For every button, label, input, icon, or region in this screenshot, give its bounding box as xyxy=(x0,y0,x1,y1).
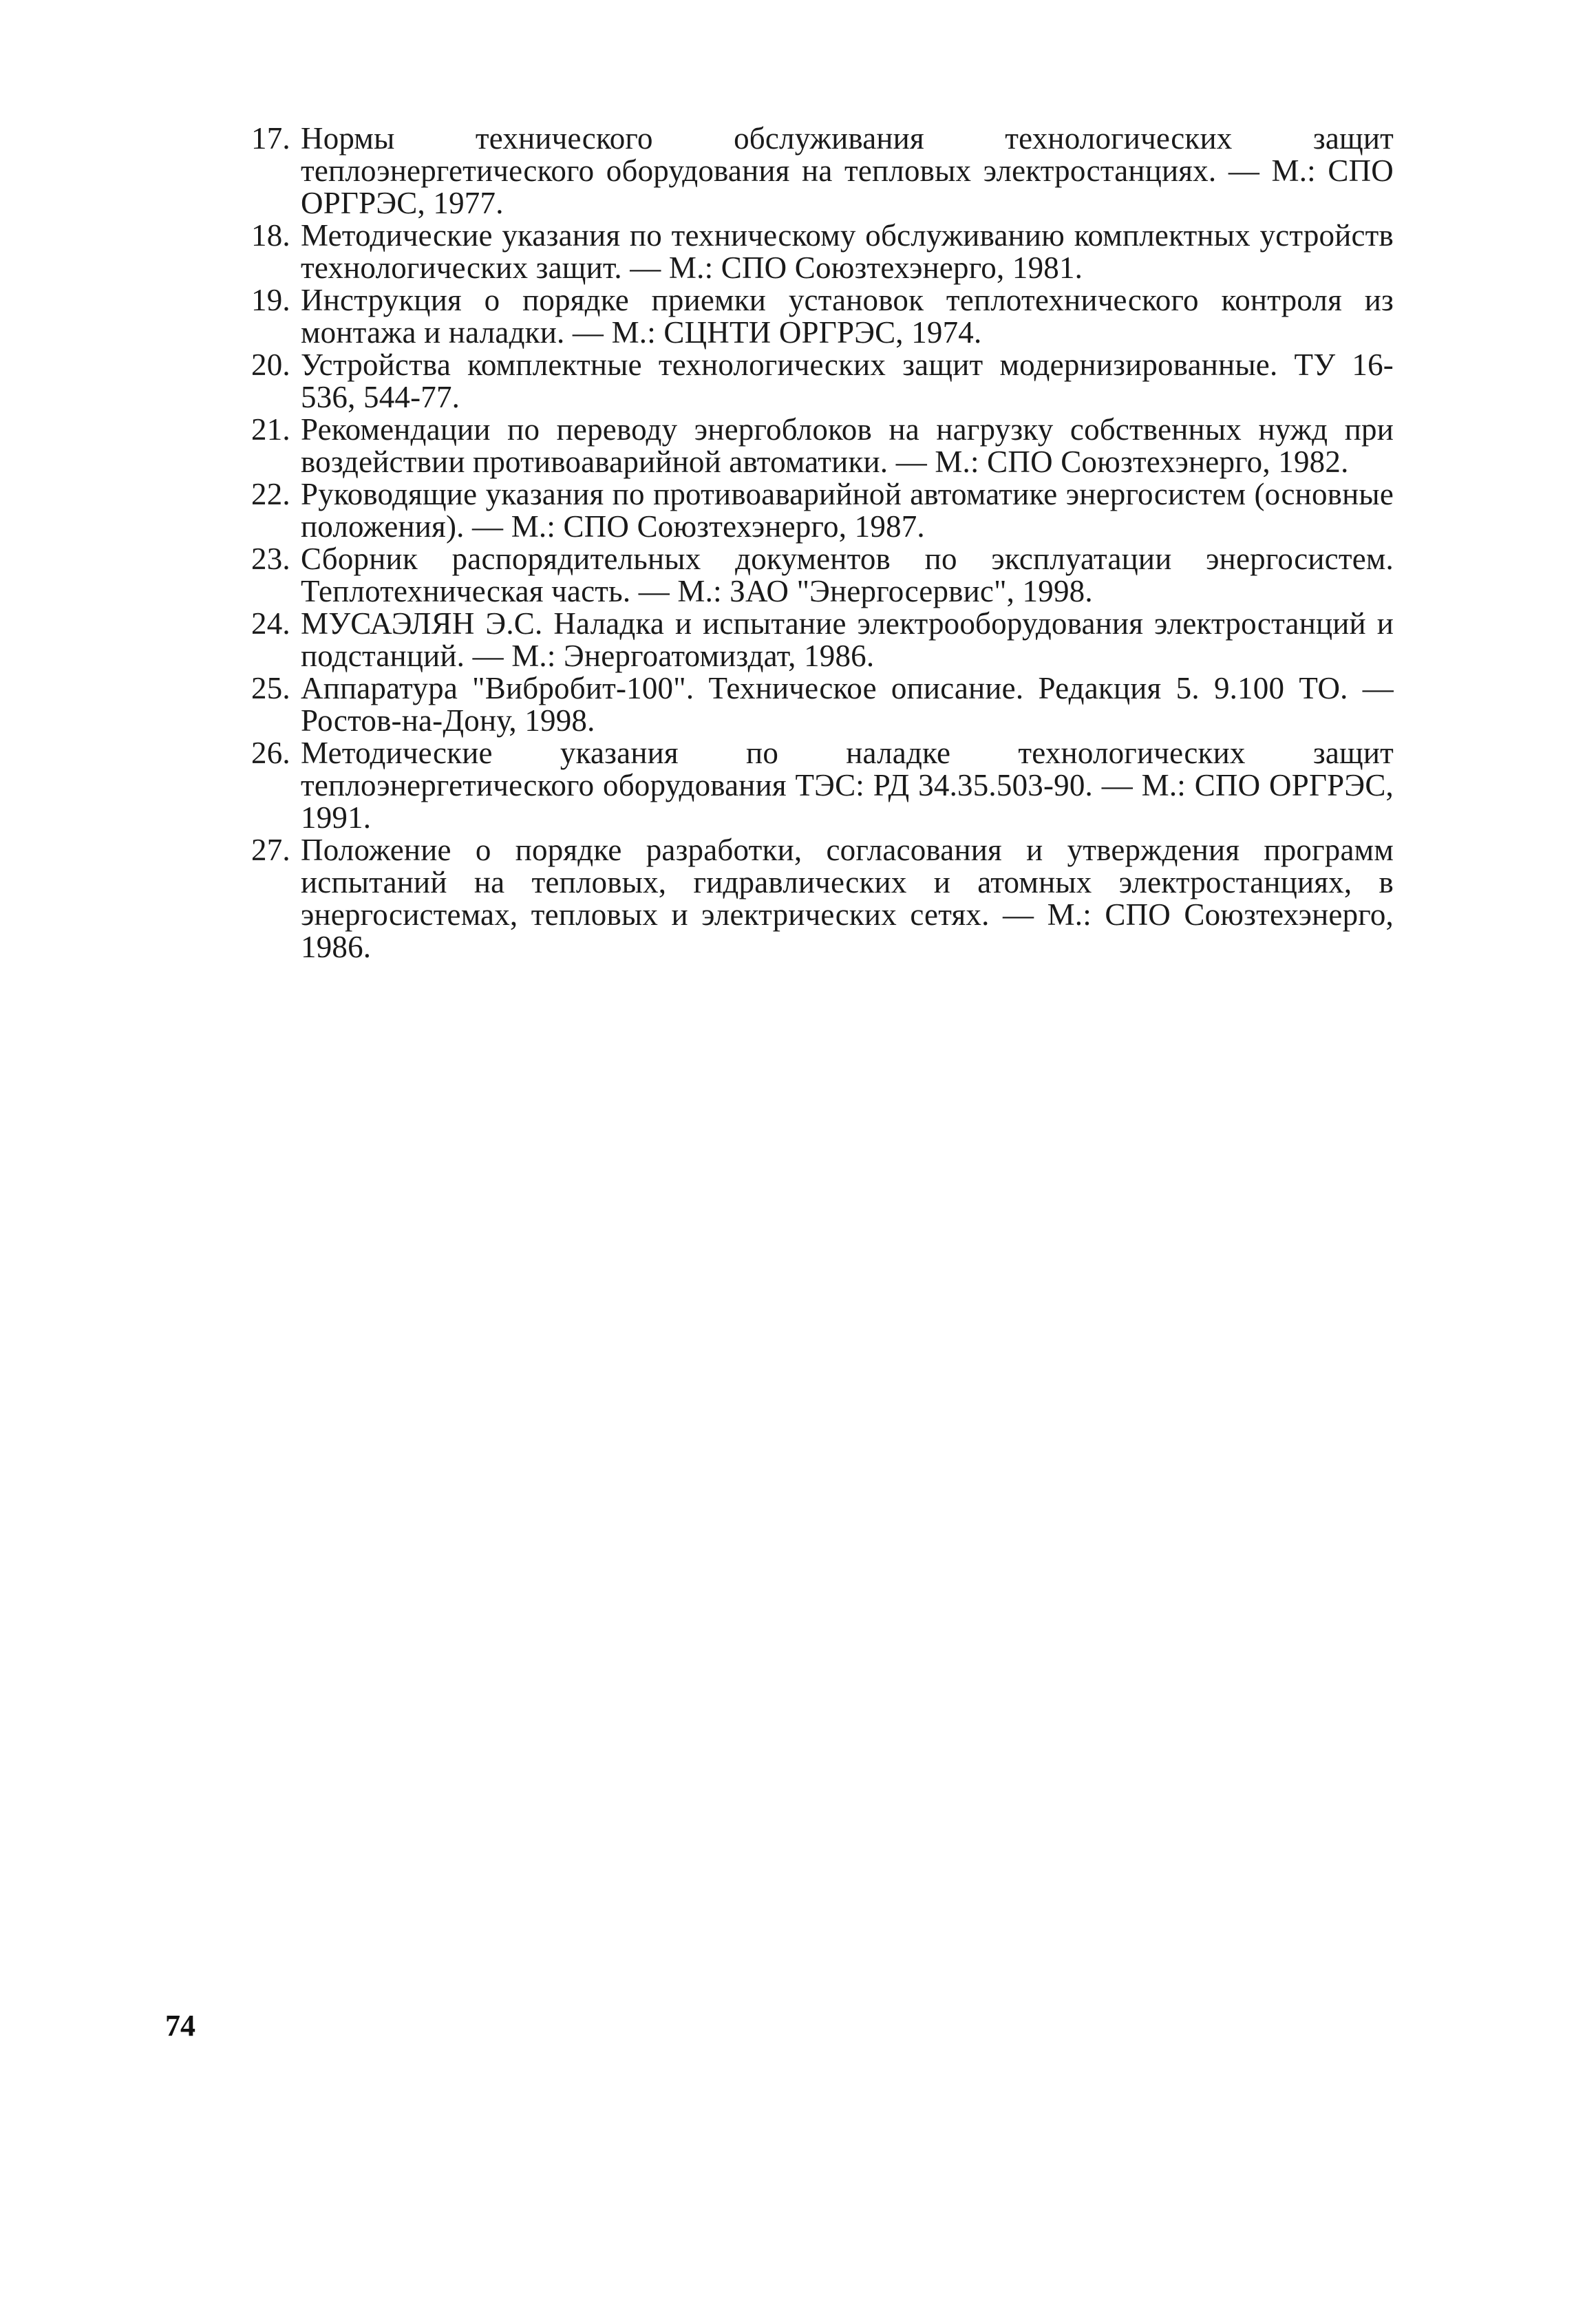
reference-text: Рекомендации по переводу энергоблоков на нагрузку собственных нужд при воздействии противоаварийной автоматики. — М.: СПО Союзтехэнерго, 1982. xyxy=(301,412,1394,479)
reference-item-25 xyxy=(251,672,1394,737)
reference-number: 25. xyxy=(251,671,290,705)
reference-number: 17. xyxy=(251,121,290,156)
reference-item-18 xyxy=(251,220,1394,284)
reference-number: 20. xyxy=(251,348,290,382)
reference-number: 27. xyxy=(251,833,290,867)
reference-item-20 xyxy=(251,349,1394,414)
reference-number: 23. xyxy=(251,542,290,576)
reference-item-26 xyxy=(251,737,1394,834)
reference-item-23 xyxy=(251,543,1394,608)
reference-item-19 xyxy=(251,284,1394,349)
reference-item-27 xyxy=(251,834,1394,963)
reference-number: 21. xyxy=(251,412,290,447)
reference-text: МУСАЭЛЯН Э.С. Наладка и испытание электрооборудования электростанций и подстанций. — М.: Энергоатомиздат, 1986. xyxy=(301,606,1394,673)
reference-text: Положение о порядке разработки, согласования и утверждения программ испытаний на тепловых, гидравлических и атомных электростанциях, в энергосистемах, тепловых и электрических сетях. — М.: СПО Союзтехэнерго, 1986. xyxy=(301,833,1394,964)
reference-text: Сборник распорядительных документов по эксплуатации энергосистем. Теплотехническая часть. — М.: ЗАО "Энергосервис", 1998. xyxy=(301,542,1394,608)
reference-number: 18. xyxy=(251,218,290,253)
reference-number: 26. xyxy=(251,736,290,770)
reference-number: 24. xyxy=(251,606,290,641)
reference-number: 19. xyxy=(251,283,290,317)
reference-item-22 xyxy=(251,478,1394,543)
reference-text: Устройства комплектные технологических защит модернизированные. ТУ 16-536, 544-77. xyxy=(301,348,1394,414)
reference-text: Нормы технического обслуживания технологических защит теплоэнергетического оборудования на тепловых электростанциях. — М.: СПО ОРГРЭС, 1977. xyxy=(301,121,1394,220)
reference-text: Методические указания по наладке технологических защит теплоэнергетического оборудования ТЭС: РД 34.35.503-90. — М.: СПО ОРГРЭС, 1991. xyxy=(301,736,1394,835)
reference-item-24 xyxy=(251,608,1394,672)
reference-text: Инструкция о порядке приемки установок теплотехнического контроля из монтажа и наладки. — М.: СЦНТИ ОРГРЭС, 1974. xyxy=(301,283,1394,350)
reference-number: 22. xyxy=(251,477,290,511)
page-number: 74 xyxy=(165,2009,195,2043)
reference-list xyxy=(251,122,1394,963)
reference-item-17 xyxy=(251,122,1394,220)
reference-item-21 xyxy=(251,414,1394,478)
reference-text: Руководящие указания по противоаварийной автоматике энергосистем (основные положения). — М.: СПО Союзтехэнерго, 1987. xyxy=(301,477,1394,544)
reference-text: Методические указания по техническому обслуживанию комплектных устройств технологических защит. — М.: СПО Союзтехэнерго, 1981. xyxy=(301,218,1394,285)
reference-text: Аппаратура "Вибробит-100". Техническое описание. Редакция 5. 9.100 ТО. — Ростов-на-Дону, 1998. xyxy=(301,671,1394,738)
